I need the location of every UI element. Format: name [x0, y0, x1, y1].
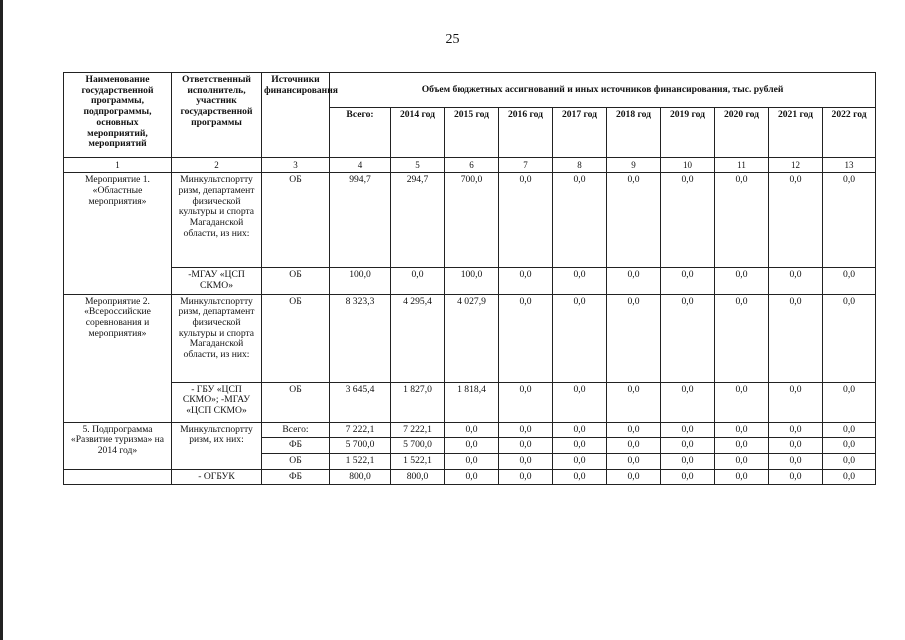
- value-cell: 0,0: [823, 422, 876, 438]
- column-number: 12: [769, 158, 823, 173]
- value-cell: 0,0: [769, 422, 823, 438]
- executor-cell: - ГБУ «ЦСП СКМО»; -МГАУ «ЦСП СКМО»: [172, 382, 262, 422]
- source-cell: ОБ: [262, 382, 330, 422]
- value-cell: 0,0: [607, 382, 661, 422]
- value-cell: 0,0: [823, 294, 876, 382]
- header-year: 2016 год: [499, 108, 553, 158]
- value-cell: 0,0: [607, 268, 661, 294]
- column-number: 11: [715, 158, 769, 173]
- value-cell: 294,7: [391, 173, 445, 268]
- header-year: 2021 год: [769, 108, 823, 158]
- header-year: 2017 год: [553, 108, 607, 158]
- value-cell: 0,0: [553, 382, 607, 422]
- header-year: 2020 год: [715, 108, 769, 158]
- value-cell: 3 645,4: [330, 382, 391, 422]
- value-cell: 0,0: [445, 438, 499, 454]
- value-cell: 0,0: [553, 173, 607, 268]
- value-cell: 0,0: [769, 438, 823, 454]
- value-cell: 0,0: [499, 422, 553, 438]
- page-left-edge: [0, 0, 3, 640]
- column-number: 8: [553, 158, 607, 173]
- value-cell: 0,0: [499, 382, 553, 422]
- value-cell: 0,0: [769, 294, 823, 382]
- table-row: [64, 173, 876, 268]
- value-cell: 7 222,1: [330, 422, 391, 438]
- value-cell: 4 027,9: [445, 294, 499, 382]
- executor-cell: Минкультспортту ризм, департамент физической культуры и спорта Магаданской области, из них:: [172, 173, 262, 268]
- value-cell: 0,0: [715, 382, 769, 422]
- column-number: 1: [64, 158, 172, 173]
- header-name: Наименование государственной программы, подпрограммы, основных мероприятий, мероприятий: [64, 73, 172, 158]
- table-row: [64, 382, 876, 422]
- value-cell: 0,0: [445, 454, 499, 470]
- value-cell: 0,0: [715, 268, 769, 294]
- value-cell: 0,0: [607, 422, 661, 438]
- header-executor: Ответственный исполнитель, участник государственной программы: [172, 73, 262, 158]
- value-cell: 0,0: [715, 454, 769, 470]
- value-cell: 0,0: [769, 173, 823, 268]
- value-cell: 8 323,3: [330, 294, 391, 382]
- value-cell: 0,0: [715, 438, 769, 454]
- value-cell: 5 700,0: [330, 438, 391, 454]
- value-cell: 0,0: [823, 438, 876, 454]
- value-cell: 0,0: [661, 268, 715, 294]
- value-cell: 0,0: [553, 422, 607, 438]
- header-row-1: [64, 73, 876, 108]
- header-year: 2018 год: [607, 108, 661, 158]
- value-cell: 994,7: [330, 173, 391, 268]
- source-cell: ФБ: [262, 438, 330, 454]
- page-number: 25: [445, 32, 460, 47]
- value-cell: 0,0: [715, 469, 769, 485]
- value-cell: 0,0: [769, 268, 823, 294]
- value-cell: 0,0: [445, 469, 499, 485]
- value-cell: 0,0: [607, 294, 661, 382]
- column-number: 7: [499, 158, 553, 173]
- executor-cell: Минкультспортту ризм, их них:: [172, 422, 262, 469]
- value-cell: 0,0: [823, 469, 876, 485]
- value-cell: 1 827,0: [391, 382, 445, 422]
- executor-cell: -МГАУ «ЦСП СКМО»: [172, 268, 262, 294]
- column-number: 5: [391, 158, 445, 173]
- empty-name-cell: [64, 469, 172, 485]
- source-cell: Всего:: [262, 422, 330, 438]
- value-cell: 4 295,4: [391, 294, 445, 382]
- value-cell: 0,0: [715, 173, 769, 268]
- value-cell: 0,0: [553, 294, 607, 382]
- value-cell: 0,0: [661, 382, 715, 422]
- source-cell: ОБ: [262, 173, 330, 268]
- value-cell: 0,0: [661, 438, 715, 454]
- value-cell: 7 222,1: [391, 422, 445, 438]
- value-cell: 0,0: [661, 422, 715, 438]
- value-cell: 0,0: [661, 294, 715, 382]
- table-row: [64, 268, 876, 294]
- value-cell: 0,0: [499, 294, 553, 382]
- column-number-row: [64, 158, 876, 173]
- column-number: 13: [823, 158, 876, 173]
- value-cell: 0,0: [661, 173, 715, 268]
- value-cell: 800,0: [330, 469, 391, 485]
- header-year: 2015 год: [445, 108, 499, 158]
- value-cell: 1 818,4: [445, 382, 499, 422]
- value-cell: 0,0: [607, 438, 661, 454]
- value-cell: 800,0: [391, 469, 445, 485]
- header-year: 2014 год: [391, 108, 445, 158]
- header-source: Источники финансирования: [262, 73, 330, 158]
- value-cell: 0,0: [499, 454, 553, 470]
- source-cell: ФБ: [262, 469, 330, 485]
- subprogram-name: 5. Подпрограмма «Развитие туризма» на 2014 год»: [64, 422, 172, 469]
- value-cell: 0,0: [553, 268, 607, 294]
- activity-name: Мероприятие 1. «Областные мероприятия»: [64, 173, 172, 294]
- header-budget-title: Объем бюджетных ассигнований и иных источников финансирования, тыс. рублей: [330, 73, 876, 108]
- value-cell: 0,0: [499, 438, 553, 454]
- header-year: 2019 год: [661, 108, 715, 158]
- table-row: [64, 469, 876, 485]
- table-row: [64, 294, 876, 382]
- value-cell: 0,0: [391, 268, 445, 294]
- column-number: 9: [607, 158, 661, 173]
- column-number: 6: [445, 158, 499, 173]
- value-cell: 0,0: [607, 469, 661, 485]
- value-cell: 0,0: [823, 268, 876, 294]
- budget-table: [63, 72, 876, 485]
- value-cell: 0,0: [769, 454, 823, 470]
- source-cell: ОБ: [262, 294, 330, 382]
- value-cell: 0,0: [661, 469, 715, 485]
- source-cell: ОБ: [262, 268, 330, 294]
- value-cell: 0,0: [553, 454, 607, 470]
- column-number: 2: [172, 158, 262, 173]
- header-year: 2022 год: [823, 108, 876, 158]
- value-cell: 0,0: [715, 294, 769, 382]
- executor-cell: Минкультспортту ризм, департамент физической культуры и спорта Магаданской области, из них:: [172, 294, 262, 382]
- value-cell: 100,0: [330, 268, 391, 294]
- value-cell: 0,0: [715, 422, 769, 438]
- table-row: [64, 422, 876, 438]
- value-cell: 100,0: [445, 268, 499, 294]
- value-cell: 0,0: [499, 268, 553, 294]
- value-cell: 1 522,1: [391, 454, 445, 470]
- value-cell: 0,0: [769, 469, 823, 485]
- value-cell: 1 522,1: [330, 454, 391, 470]
- value-cell: 0,0: [553, 469, 607, 485]
- column-number: 4: [330, 158, 391, 173]
- value-cell: 0,0: [607, 454, 661, 470]
- value-cell: 0,0: [823, 173, 876, 268]
- source-cell: ОБ: [262, 454, 330, 470]
- value-cell: 0,0: [607, 173, 661, 268]
- value-cell: 0,0: [823, 454, 876, 470]
- value-cell: 0,0: [499, 469, 553, 485]
- value-cell: 0,0: [661, 454, 715, 470]
- value-cell: 700,0: [445, 173, 499, 268]
- value-cell: 5 700,0: [391, 438, 445, 454]
- value-cell: 0,0: [823, 382, 876, 422]
- header-total: Всего:: [330, 108, 391, 158]
- value-cell: 0,0: [769, 382, 823, 422]
- value-cell: 0,0: [445, 422, 499, 438]
- column-number: 3: [262, 158, 330, 173]
- value-cell: 0,0: [499, 173, 553, 268]
- activity-name: Мероприятие 2. «Всероссийские соревнования и мероприятия»: [64, 294, 172, 422]
- executor-cell: - ОГБУК: [172, 469, 262, 485]
- value-cell: 0,0: [553, 438, 607, 454]
- column-number: 10: [661, 158, 715, 173]
